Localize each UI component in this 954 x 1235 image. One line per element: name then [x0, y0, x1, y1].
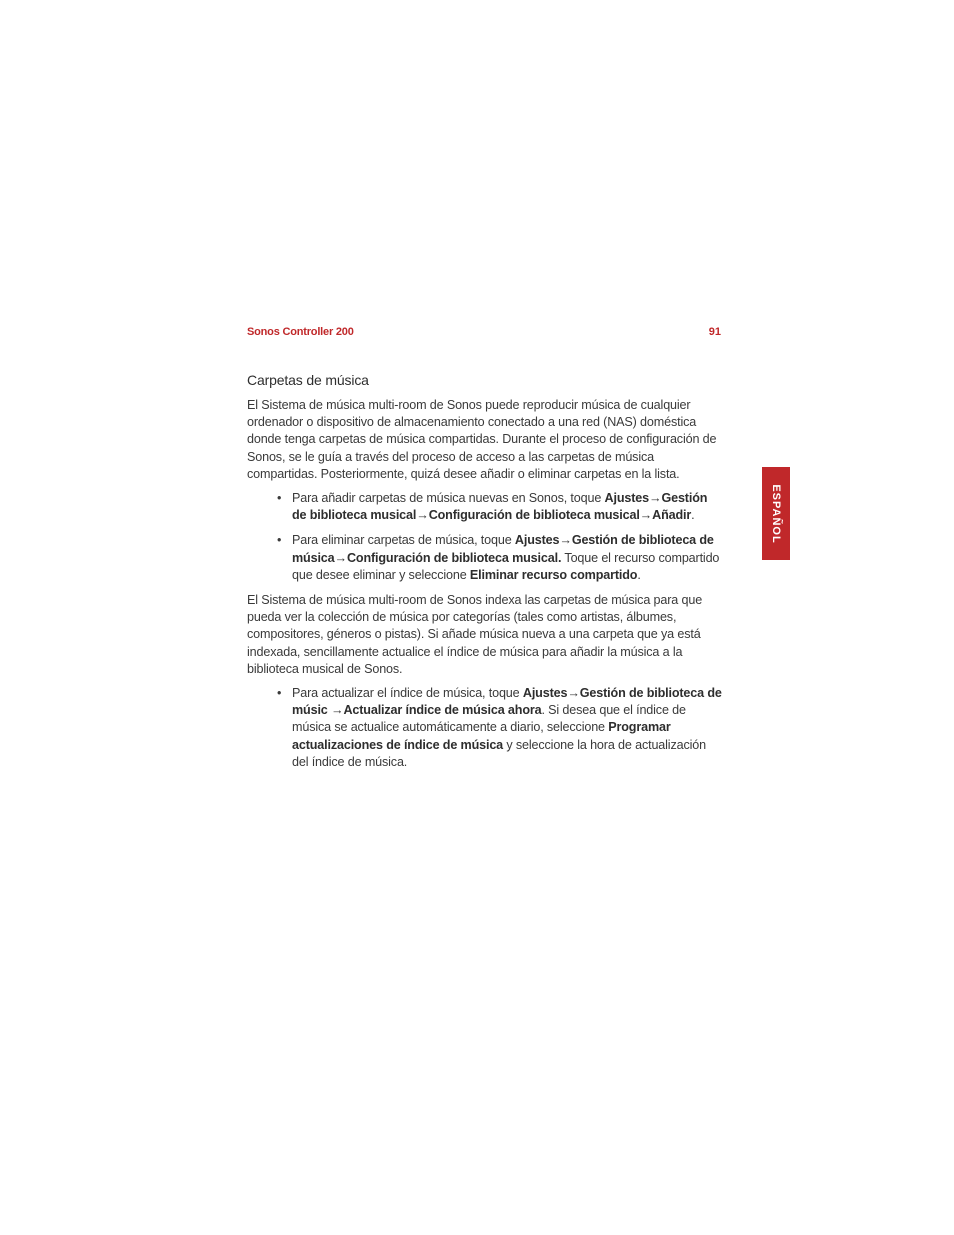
page-number: 91: [708, 326, 721, 338]
menu-path-settings: Ajustes: [604, 491, 649, 506]
index-actions-list: [247, 685, 723, 771]
intro-paragraph: El Sistema de música multi-room de Sonos puede reproducir música de cualquier ordenador o dispositivo de almacenamiento conectado a una red (NAS) doméstica donde tenga carpetas de música compartidas. Durante el proceso de configuración de Sonos, se le guía a través del proceso de acceso a las carpetas de música compartidas. Posteriormente, quizá desee añadir o eliminar carpetas en la lista.: [247, 398, 717, 481]
bullet-glyph: •: [277, 686, 282, 701]
menu-path-library-management: Gestión de biblioteca musical: [292, 491, 708, 523]
language-tab-label: ESPAÑOL: [770, 483, 782, 544]
list-item-remove-folders: [247, 532, 723, 584]
menu-path-library-management: Gestión de biblioteca de música: [292, 533, 714, 565]
bullet-glyph: •: [277, 533, 282, 548]
text-span: Toque el recurso compartido que desee eliminar y seleccione: [292, 550, 720, 582]
arrow-icon: →: [334, 550, 347, 565]
arrow-icon: →: [331, 703, 344, 718]
section-title: Carpetas de música: [247, 372, 369, 388]
text-span: Para actualizar el índice de música, toque: [292, 686, 523, 701]
list-item-update-index: [247, 685, 723, 771]
menu-path-update-index-now: Actualizar índice de música ahora: [343, 703, 542, 718]
index-paragraph: El Sistema de música multi-room de Sonos indexa las carpetas de música para que pueda ver la colección de música por categorías (tales como artistas, álbumes, compositores, géneros o pistas). Si añade música nueva a una carpeta que ya está indexada, sencillamente actualice el índice de música para añadir la música a la biblioteca musical de Sonos.: [247, 593, 703, 676]
bullet-glyph: •: [277, 491, 282, 506]
menu-path-library-setup: Configuración de biblioteca musical: [428, 508, 640, 523]
product-name: Sonos Controller 200: [247, 326, 354, 338]
text-span: .: [637, 567, 641, 582]
arrow-icon: →: [649, 491, 662, 506]
text-span: Para eliminar carpetas de música, toque: [292, 533, 515, 548]
arrow-icon: →: [639, 508, 653, 523]
page-header: [247, 326, 721, 342]
main-content: [247, 371, 723, 779]
text-span: y seleccione la hora de actualización del índice de música.: [292, 737, 706, 769]
menu-path-library-setup: Configuración de biblioteca musical.: [346, 550, 562, 565]
menu-path-settings: Ajustes: [514, 533, 560, 548]
menu-path-library-management: Gestión de biblioteca de músic: [292, 686, 722, 718]
arrow-icon: →: [559, 533, 572, 548]
menu-path-settings: Ajustes: [522, 686, 568, 701]
menu-path-schedule-updates: Programar actualizaciones de índice de música: [292, 720, 671, 752]
text-span: . Si desea que el índice de música se actualice automáticamente a diario, seleccione: [292, 703, 686, 735]
language-tab: [762, 467, 790, 560]
menu-path-add: Añadir: [652, 508, 692, 523]
menu-path-remove-share: Eliminar recurso compartido: [469, 567, 638, 582]
text-span: .: [691, 508, 695, 523]
folder-actions-list: [247, 490, 723, 584]
arrow-icon: →: [567, 686, 580, 701]
text-span: Para añadir carpetas de música nuevas en Sonos, toque: [292, 491, 605, 506]
arrow-icon: →: [416, 508, 429, 523]
list-item-add-folders: [247, 490, 723, 524]
